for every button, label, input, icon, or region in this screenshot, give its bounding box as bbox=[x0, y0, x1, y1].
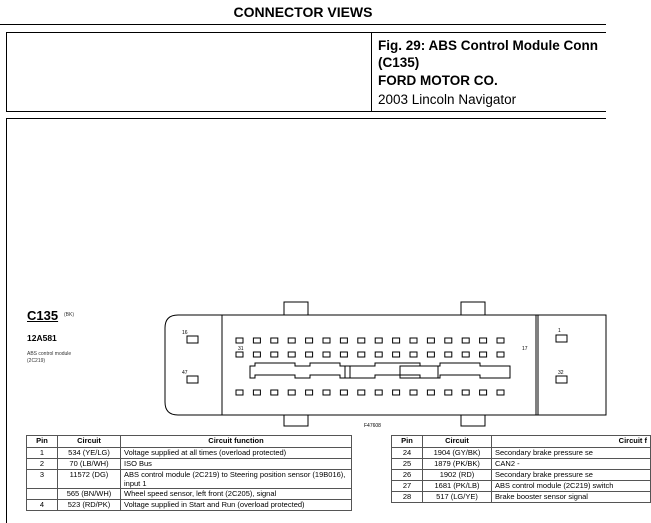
pin-cavity bbox=[393, 390, 400, 395]
pin-cavity bbox=[410, 352, 417, 357]
pin-cavity bbox=[253, 338, 260, 343]
connector-color-code: (BK) bbox=[64, 312, 74, 318]
caption-box-top bbox=[6, 32, 606, 33]
pin-cavity bbox=[271, 338, 278, 343]
divider bbox=[0, 24, 606, 25]
pin-47-cell bbox=[187, 376, 198, 383]
pin-cell bbox=[27, 489, 58, 500]
circuit-cell: 523 (RD/PK) bbox=[58, 500, 121, 511]
pin-cavity bbox=[340, 352, 347, 357]
pin-cavity bbox=[497, 352, 504, 357]
connector-id: C135 bbox=[27, 308, 59, 323]
pin-label: 47 bbox=[182, 370, 188, 376]
figure-maker: FORD MOTOR CO. bbox=[378, 73, 498, 88]
pin-cavity bbox=[358, 352, 365, 357]
pin-16-cell bbox=[187, 336, 198, 343]
pin-label: 16 bbox=[182, 330, 188, 336]
table-row bbox=[27, 470, 352, 489]
figure-title-connector: (C135) bbox=[378, 55, 420, 70]
pin-cavity bbox=[271, 390, 278, 395]
pin-cavity bbox=[375, 338, 382, 343]
connector-top-key bbox=[284, 302, 308, 315]
figure-vehicle: 2003 Lincoln Navigator bbox=[378, 92, 517, 107]
pin-cavity bbox=[427, 352, 434, 357]
pin-cell: 27 bbox=[392, 481, 423, 492]
pin-cavity bbox=[462, 352, 469, 357]
pin-cavity bbox=[236, 390, 243, 395]
function-cell: Secondary brake pressure se bbox=[492, 448, 651, 459]
connector-top-key bbox=[461, 302, 485, 315]
pin-cell: 2 bbox=[27, 459, 58, 470]
pin-1-cell bbox=[556, 335, 567, 342]
table-row bbox=[27, 489, 352, 500]
pin-cavity bbox=[462, 338, 469, 343]
function-cell: Secondary brake pressure se bbox=[492, 470, 651, 481]
table-row bbox=[392, 481, 651, 492]
circuit-cell: 517 (LG/YE) bbox=[423, 492, 492, 503]
circuit-cell: 1879 (PK/BK) bbox=[423, 459, 492, 470]
circuit-cell: 534 (YE/LG) bbox=[58, 448, 121, 459]
pin-cavity bbox=[236, 338, 243, 343]
function-cell: Voltage supplied at all times (overload protected) bbox=[121, 448, 352, 459]
pin-cavity bbox=[393, 352, 400, 357]
pin-cavity bbox=[445, 338, 452, 343]
page-header-title: CONNECTOR VIEWS bbox=[233, 4, 373, 20]
figure-frame-top bbox=[6, 118, 606, 119]
pin-cavity bbox=[480, 352, 487, 357]
column-header: Pin bbox=[392, 436, 423, 448]
pin-32-cell bbox=[556, 376, 567, 383]
pin-cavity bbox=[480, 338, 487, 343]
pin-cell: 24 bbox=[392, 448, 423, 459]
table-row bbox=[392, 448, 651, 459]
connector-part-number: 12A581 bbox=[27, 333, 57, 343]
column-header: Pin bbox=[27, 436, 58, 448]
table-row bbox=[27, 500, 352, 511]
function-cell: ABS control module (2C219) to Steering position sensor (19B016), input 1 bbox=[121, 470, 352, 489]
pin-cavity bbox=[497, 390, 504, 395]
pin-cavity bbox=[445, 390, 452, 395]
column-header: Circuit function bbox=[121, 436, 352, 448]
pin-cavity bbox=[358, 338, 365, 343]
pin-label: 32 bbox=[558, 370, 564, 376]
caption-box-bottom bbox=[6, 111, 606, 112]
pin-cavity bbox=[427, 390, 434, 395]
table-row bbox=[392, 459, 651, 470]
column-header: Circuit f bbox=[492, 436, 651, 448]
pin-cell: 25 bbox=[392, 459, 423, 470]
pin-cell: 28 bbox=[392, 492, 423, 503]
pin-cavity bbox=[410, 390, 417, 395]
table-row bbox=[27, 448, 352, 459]
circuit-cell: 70 (LB/WH) bbox=[58, 459, 121, 470]
pin-cavity bbox=[427, 338, 434, 343]
circuit-cell: 1904 (GY/BK) bbox=[423, 448, 492, 459]
table-row bbox=[27, 459, 352, 470]
table-row bbox=[392, 470, 651, 481]
pin-cavity bbox=[480, 390, 487, 395]
function-cell: Wheel speed sensor, left front (2C205), signal bbox=[121, 489, 352, 500]
circuit-cell: 1902 (RD) bbox=[423, 470, 492, 481]
connector-bottom-key bbox=[284, 415, 308, 426]
pin-cell: 4 bbox=[27, 500, 58, 511]
pin-cavity bbox=[306, 390, 313, 395]
circuit-cell: 565 (BN/WH) bbox=[58, 489, 121, 500]
pin-cavity bbox=[323, 390, 330, 395]
function-cell: Brake booster sensor signal bbox=[492, 492, 651, 503]
pin-cavity bbox=[271, 352, 278, 357]
pin-cavity bbox=[375, 390, 382, 395]
pin-cavity bbox=[410, 338, 417, 343]
pin-cell: 1 bbox=[27, 448, 58, 459]
pin-cavity bbox=[462, 390, 469, 395]
pin-cavity bbox=[236, 352, 243, 357]
table-row bbox=[392, 492, 651, 503]
table-header-row bbox=[392, 436, 651, 448]
connector-outer-shell bbox=[165, 315, 606, 415]
pin-label: 17 bbox=[522, 346, 528, 352]
pin-cavity bbox=[340, 390, 347, 395]
figure-frame-left bbox=[6, 118, 7, 523]
circuit-cell: 11572 (DG) bbox=[58, 470, 121, 489]
pin-label: 1 bbox=[558, 328, 561, 334]
pin-cavity bbox=[306, 352, 313, 357]
pin-table-right-viewport bbox=[391, 435, 647, 523]
caption-box-divider bbox=[371, 32, 372, 112]
caption-box-left bbox=[6, 32, 7, 112]
connector-bottom-key bbox=[461, 415, 485, 426]
pin-cell: 26 bbox=[392, 470, 423, 481]
pin-table-left bbox=[26, 435, 352, 511]
pin-cavity bbox=[253, 352, 260, 357]
function-cell: ABS control module (2C219) switch bbox=[492, 481, 651, 492]
column-header: Circuit bbox=[58, 436, 121, 448]
pin-cavity bbox=[358, 390, 365, 395]
pin-cavity bbox=[288, 338, 295, 343]
pin-cavity bbox=[375, 352, 382, 357]
pin-label: 31 bbox=[238, 346, 244, 352]
column-header: Circuit bbox=[423, 436, 492, 448]
pin-cavity bbox=[340, 338, 347, 343]
pin-cavity bbox=[323, 338, 330, 343]
connector-description-code: (2C219) bbox=[27, 358, 46, 364]
pin-cavity bbox=[288, 390, 295, 395]
pin-cavity bbox=[306, 338, 313, 343]
figure-title: Fig. 29: ABS Control Module Conn bbox=[378, 38, 598, 53]
circuit-cell: 1681 (PK/LB) bbox=[423, 481, 492, 492]
pin-cavity bbox=[288, 352, 295, 357]
connector-cavity bbox=[222, 315, 536, 415]
function-cell: CAN2 - bbox=[492, 459, 651, 470]
connector-end-panel-right bbox=[538, 315, 606, 415]
pin-cavity bbox=[445, 352, 452, 357]
table-header-row bbox=[27, 436, 352, 448]
pin-table-right bbox=[391, 435, 651, 503]
pin-cavity bbox=[253, 390, 260, 395]
connector-diagram bbox=[160, 298, 606, 430]
function-cell: ISO Bus bbox=[121, 459, 352, 470]
pin-cavity bbox=[393, 338, 400, 343]
connector-description: ABS control module bbox=[27, 351, 72, 357]
pin-cavity bbox=[497, 338, 504, 343]
connector-key-slot bbox=[250, 363, 510, 378]
figure-code: F47608 bbox=[364, 423, 381, 429]
function-cell: Voltage supplied in Start and Run (overload protected) bbox=[121, 500, 352, 511]
pin-cell: 3 bbox=[27, 470, 58, 489]
pin-cavity bbox=[323, 352, 330, 357]
